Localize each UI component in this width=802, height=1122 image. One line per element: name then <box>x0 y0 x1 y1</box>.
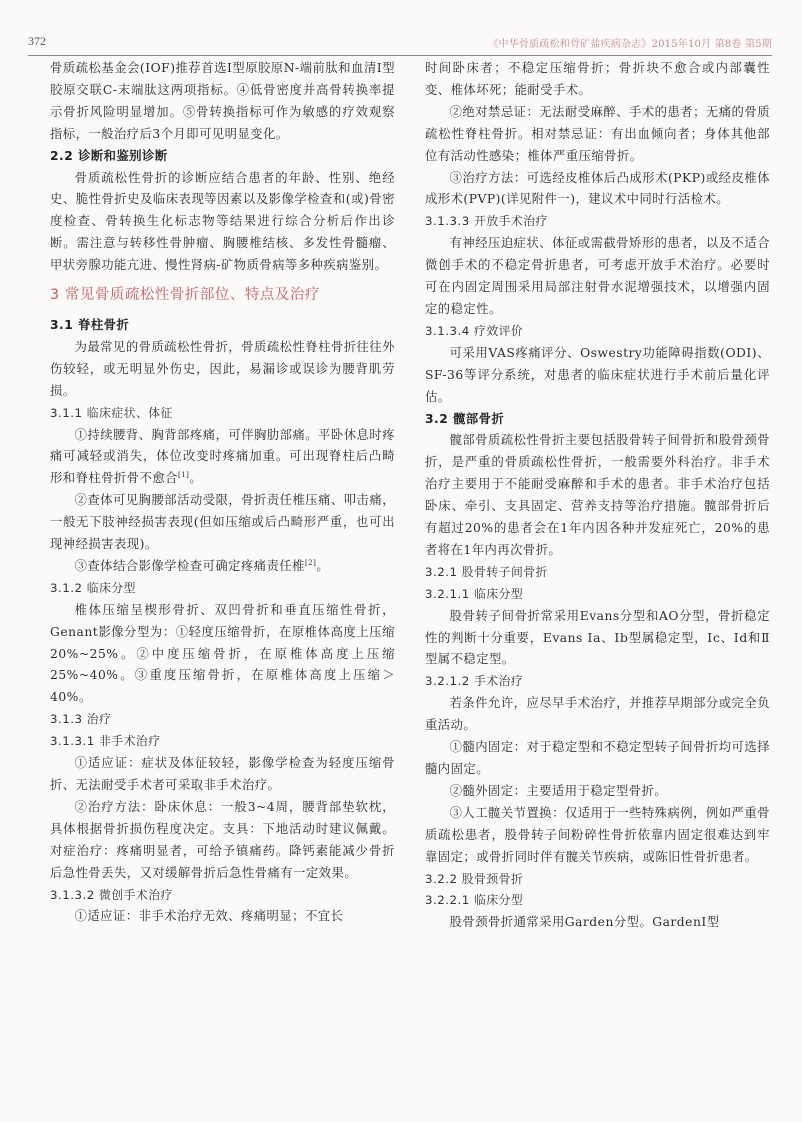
paragraph <box>50 797 395 885</box>
text: 3.1.3 治疗 <box>50 712 112 727</box>
paragraph <box>425 168 770 212</box>
text: ③人工髋关节置换：仅适用于一些特殊病例，例如严重骨质疏松患者，股骨转子间粉碎性骨折依靠内固定很难达到牢靠固定；或骨折同时伴有髋关节疾病，或陈旧性骨折患者。 <box>425 805 770 864</box>
left-column <box>50 58 395 928</box>
paragraph <box>425 430 770 561</box>
paragraph <box>425 102 770 168</box>
page-header <box>28 30 772 54</box>
text: ②髓外固定：主要适用于稳定型骨折。 <box>449 783 668 798</box>
paragraph <box>425 58 770 102</box>
paragraph <box>50 490 395 556</box>
paragraph <box>50 425 395 491</box>
journal-citation: 《中华骨质疏松和骨矿盐疾病杂志》2015年10月 第8卷 第5期 <box>488 39 772 50</box>
citation-ref[interactable]: [1] <box>177 471 190 480</box>
text: 3.1.3.3 开放手术治疗 <box>425 214 548 229</box>
text: 3.1.1 临床症状、体征 <box>50 405 173 420</box>
paragraph <box>50 337 395 403</box>
text: 股骨转子间骨折常采用Evans分型和AO分型，骨折稳定性的判断十分重要，Evans Ⅰa、Ⅰb型属稳定型，Ⅰc、Ⅰd和Ⅱ型属不稳定型。 <box>425 608 770 667</box>
paragraph <box>50 168 395 278</box>
paragraph <box>425 912 770 934</box>
text: 3.2 髋部骨折 <box>425 411 505 426</box>
sub-subsection-heading <box>425 321 770 343</box>
text: 。 <box>189 471 203 486</box>
paragraph <box>425 233 770 321</box>
text: 有神经压迫症状、体征或需截骨矫形的患者，以及不适合微创手术的不稳定骨折患者，可考虑开放手术治疗。必要时可在内固定周围采用局部注射骨水泥增强技术，以增强内固定的稳定性。 <box>425 236 770 316</box>
text: 3.2.1 股骨转子间骨折 <box>425 564 548 579</box>
text: 3.2.2 股骨颈骨折 <box>425 871 524 886</box>
header-rule <box>28 55 772 56</box>
subsection-heading <box>50 146 395 168</box>
text: ①适应证：症状及体征较轻，影像学检查为轻度压缩骨折、无法耐受手术者可采取非手术治疗。 <box>50 756 395 792</box>
sub-subsection-heading <box>50 709 395 731</box>
text: 。 <box>316 558 330 573</box>
paragraph <box>50 600 395 710</box>
text: 骨质疏松性骨折的诊断应结合患者的年龄、性别、绝经史、脆性骨折史及临床表现等因素以及影像学检查和(或)骨密度检查、骨转换生化标志物等结果进行综合分析后作出诊断。需注意与转移性骨肿瘤、胸腰椎结核、多发性骨髓瘤、甲状旁腺功能亢进、慢性肾病-矿物质骨病等多种疾病鉴别。 <box>50 170 395 273</box>
paragraph <box>425 606 770 672</box>
paragraph <box>425 803 770 869</box>
text: 3.1 脊柱骨折 <box>50 317 130 332</box>
section-heading <box>50 285 395 307</box>
text: 股骨颈骨折通常采用Garden分型。GardenⅠ型 <box>449 915 720 930</box>
text: 3.2.2.1 临床分型 <box>425 893 524 908</box>
text: 3.2.1.1 临床分型 <box>425 586 524 601</box>
text: 若条件允许，应尽早手术治疗，并推荐早期部分或完全负重活动。 <box>425 696 770 733</box>
text: 2.2 诊断和鉴别诊断 <box>50 148 168 163</box>
paragraph <box>425 781 770 803</box>
text: ②绝对禁忌证：无法耐受麻醉、手术的患者；无痛的骨质疏松性脊柱骨折。相对禁忌证：有出血倾向者；身体其他部位有活动性感染；椎体严重压缩骨折。 <box>425 104 770 163</box>
paragraph <box>425 737 770 781</box>
sub-subsection-heading <box>425 890 770 912</box>
paragraph <box>50 906 395 928</box>
text: ③治疗方法：可选经皮椎体后凸成形术(PKP)或经皮椎体成形术(PVP)(详见附件一)，建议术中同时行活检术。 <box>425 170 770 207</box>
page-number: 372 <box>28 34 46 48</box>
text: 3.1.2 临床分型 <box>50 580 136 595</box>
text: ②治疗方法：卧床休息：一般3~4周，腰背部垫软枕，具体根据骨折损伤程度决定。支具：下地活动时建议佩戴。对症治疗：疼痛明显者，可给予镇痛药。降钙素能减少骨折后急性骨丢失，又对缓解骨折后急性骨痛有一定效果。 <box>50 799 395 880</box>
sub-subsection-heading <box>425 562 770 584</box>
paragraph <box>50 753 395 797</box>
sub-subsection-heading <box>50 885 395 907</box>
text: 髋部骨质疏松性骨折主要包括股骨转子间骨折和股骨颈骨折，是严重的骨质疏松性骨折，一般需要外科治疗。非手术治疗主要用于不能耐受麻醉和手术的患者。非手术治疗包括卧床、牵引、支具固定、营养支持等治疗措施。髋部骨折后有超过20%的患者会在1年内因各种并发症死亡，20%的患者将在1年内再次骨折。 <box>425 433 770 557</box>
text: 3.2.1.2 手术治疗 <box>425 674 524 689</box>
sub-subsection-heading <box>50 403 395 425</box>
subsection-heading <box>425 409 770 431</box>
text: ①持续腰背、胸背部疼痛，可伴胸肋部痛。平卧休息时疼痛可减轻或消失，体位改变时疼痛加重。可出现脊柱后凸畸形和脊柱骨折骨不愈合 <box>50 427 395 486</box>
sub-subsection-heading <box>50 731 395 753</box>
text: 椎体压缩呈楔形骨折、双凹骨折和垂直压缩性骨折，Genant影像分型为：①轻度压缩骨折，在原椎体高度上压缩20%~25%。②中度压缩骨折，在原椎体高度上压缩25%~40%。③重度压缩骨折，在原椎体高度上压缩＞40%。 <box>50 602 395 705</box>
text: 骨质疏松基金会(IOF)推荐首选Ⅰ型原胶原N-端前肽和血清Ⅰ型胶原交联C-末端肽这两项指标。④低骨密度并高骨转换率提示骨折风险明显增加。⑤骨转换指标可作为敏感的疗效观察指标，一般治疗后3个月即可见明显变化。 <box>50 61 395 141</box>
paragraph <box>50 58 395 146</box>
text: 为最常见的骨质疏松性骨折，骨质疏松性脊柱骨折往往外伤较轻，或无明显外伤史，因此，易漏诊或误诊为腰背肌劳损。 <box>50 339 395 398</box>
text: 3.1.3.4 疗效评价 <box>425 323 524 338</box>
sub-subsection-heading <box>425 211 770 233</box>
subsection-heading <box>50 315 395 337</box>
sub-subsection-heading <box>425 869 770 891</box>
sub-subsection-heading <box>425 584 770 606</box>
paragraph <box>425 343 770 409</box>
text: ①适应证：非手术治疗无效、疼痛明显；不宜长 <box>74 909 344 924</box>
text: ③查体结合影像学检查可确定疼痛责任椎 <box>74 558 305 573</box>
text: 可采用VAS疼痛评分、Oswestry功能障碍指数(ODI)、SF-36等评分系统，对患者的临床症状进行手术前后量化评估。 <box>425 345 770 404</box>
text: ②查体可见胸腰部活动受限，骨折责任椎压痛、叩击痛，一般无下肢神经损害表现(但如压缩或后凸畸形严重，也可出现神经损害表现)。 <box>50 493 395 552</box>
text: 3.1.3.1 非手术治疗 <box>50 734 161 749</box>
paragraph <box>50 556 395 578</box>
right-column <box>425 58 770 934</box>
text: 3.1.3.2 微创手术治疗 <box>50 887 173 902</box>
text: 时间卧床者；不稳定压缩骨折；骨折块不愈合或内部囊性变、椎体坏死；能耐受手术。 <box>425 61 770 97</box>
paragraph <box>425 693 770 737</box>
sub-subsection-heading <box>425 671 770 693</box>
sub-subsection-heading <box>50 578 395 600</box>
text: 3 常见骨质疏松性骨折部位、特点及治疗 <box>50 287 320 304</box>
citation-ref[interactable]: [2] <box>304 558 317 567</box>
text: ①髓内固定：对于稳定型和不稳定型转子间骨折均可选择髓内固定。 <box>425 740 770 776</box>
